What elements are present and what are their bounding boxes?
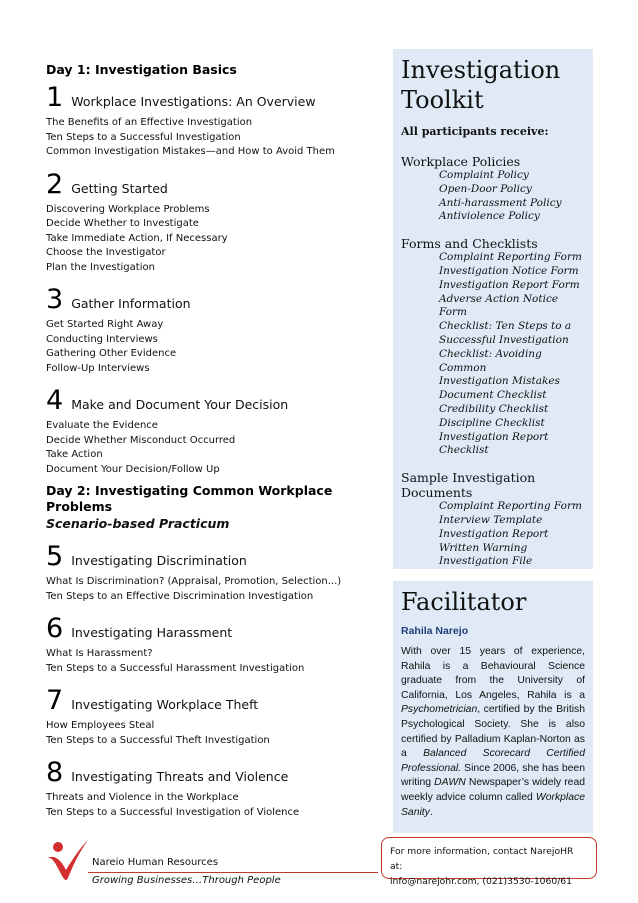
agenda-column [46, 62, 386, 820]
list-item: Investigation Report [439, 430, 549, 443]
day1-heading: Day 1: Investigation Basics [46, 62, 237, 77]
section-title: Investigating Workplace Theft [71, 697, 259, 712]
tagline: Growing Businesses…Through People [88, 872, 378, 886]
section-number: 2 [46, 168, 64, 200]
toolkit-group-title: Forms and Checklists [401, 236, 538, 252]
bio-text: With over 15 years of experience, Rahila is a Behavioural Science graduate from the University of California, Los Angeles, Rahila is a [401, 646, 585, 701]
section-header [46, 758, 386, 790]
list-item: Open-Door Policy [439, 182, 532, 195]
list-item: Get Started Right Away [46, 319, 164, 330]
day1-sections [46, 83, 386, 477]
toolkit-panel [393, 49, 593, 569]
bio-emphasis: Balanced Scorecard Certified Professional. [401, 748, 585, 774]
list-item: Discipline Checklist [439, 416, 545, 429]
agenda-section [46, 386, 386, 477]
agenda-section [46, 614, 386, 676]
section-title: Investigating Harassment [71, 625, 233, 640]
bio-text: Newspaper’s widely read weekly advice column called [401, 777, 585, 803]
list-item: Take Immediate Action, If Necessary [46, 232, 228, 244]
section-header [46, 686, 386, 718]
agenda-section [46, 542, 386, 604]
list-item: Plan the Investigation [46, 261, 155, 273]
list-item: What Is Discrimination? (Appraisal, Promotion, Selection...) [46, 576, 342, 587]
list-item: The Benefits of an Effective Investigation [46, 117, 253, 128]
section-number: 4 [46, 385, 64, 416]
section-title: Investigating Discrimination [71, 553, 247, 568]
section-header [46, 285, 386, 317]
list-item: Common Investigation Mistakes—and How to Avoid Them [46, 146, 335, 157]
section-title: Gather Information [71, 296, 191, 311]
day2-heading: Day 2: Investigating Common Workplace Problems [46, 483, 333, 514]
section-number: 5 [46, 541, 64, 572]
list-item: Threats and Violence in the Workplace [46, 792, 239, 803]
section-number: 3 [46, 284, 64, 315]
section-header [46, 386, 386, 418]
agenda-section [46, 686, 386, 748]
agenda-section [46, 758, 386, 820]
agenda-section [46, 285, 386, 376]
section-number: 1 [46, 82, 64, 113]
list-item: What Is Harassment? [46, 648, 153, 659]
list-item: Evaluate the Evidence [46, 420, 158, 431]
section-items [46, 203, 386, 276]
toolkit-group-title: Sample Investigation Documents [401, 470, 536, 501]
list-item: Credibility Checklist [439, 402, 549, 415]
bio-text: , certified by the British Psychological Society. She is also certified by Palladium Kaplan-Norton as a [401, 704, 585, 760]
bio-emphasis: DAWN [434, 777, 466, 789]
facilitator-name: Rahila Narejo [401, 625, 469, 637]
list-item: Follow-Up Interviews [46, 362, 150, 374]
list-item: Decide Whether Misconduct Occurred [46, 434, 236, 446]
list-item: Complaint Reporting Form [439, 500, 582, 513]
section-header [46, 170, 386, 202]
contact-line2: info@narejohr.com, (021)3530-1060/61 [390, 876, 572, 887]
list-item: Ten Steps to a Successful Theft Investigation [46, 734, 270, 746]
list-item: Interview Template [439, 513, 543, 526]
section-title: Make and Document Your Decision [71, 397, 289, 412]
bio-emphasis: Psychometrician [401, 704, 478, 716]
list-item: Investigation File [439, 555, 533, 568]
section-items [46, 419, 386, 477]
list-item: Investigation Mistakes [439, 375, 560, 388]
org-name: Nareio Human Resources [92, 857, 219, 868]
list-item: Conducting Interviews [46, 333, 158, 345]
facilitator-panel [393, 581, 593, 833]
toolkit-group-list [401, 500, 585, 569]
section-items [46, 318, 386, 376]
section-items [46, 791, 386, 820]
toolkit-groups [401, 154, 585, 569]
day2-subheading: Scenario-based Practicum [46, 516, 230, 531]
agenda-section [46, 83, 386, 160]
list-item: Complaint Policy [439, 169, 529, 181]
list-item: Ten Steps to an Effective Discrimination Investigation [46, 590, 314, 602]
list-item: Anti-harassment Policy [439, 196, 562, 209]
section-number: 7 [46, 685, 64, 716]
contact-line1: For more information, contact NarejoHR at: [390, 846, 574, 872]
section-items [46, 116, 386, 160]
list-item: Investigation Notice Form [439, 264, 579, 277]
list-item: Document Checklist [439, 389, 547, 402]
list-item: Ten Steps to a Successful Investigation of Violence [46, 806, 300, 818]
list-item: Checklist: Ten Steps to a [439, 320, 572, 333]
section-number: 6 [46, 613, 64, 644]
contact-box [381, 837, 597, 887]
section-header [46, 614, 386, 646]
bio-emphasis: Workplace Sanity [401, 791, 585, 818]
list-item: Adverse Action Notice Form [439, 292, 559, 319]
toolkit-group-list [401, 251, 585, 458]
toolkit-title [401, 55, 585, 115]
list-item: How Employees Steal [46, 720, 155, 731]
section-number: 8 [46, 757, 64, 788]
list-item: Written Warning [439, 541, 528, 554]
list-item: Choose the Investigator [46, 247, 166, 258]
list-item: Antiviolence Policy [439, 210, 540, 223]
bio-text: Since 2006, she has been writing [401, 762, 585, 789]
toolkit-title-line1: Investigation [401, 56, 561, 84]
section-title: Investigating Threats and Violence [71, 769, 289, 784]
section-items [46, 719, 386, 748]
section-items [46, 575, 386, 604]
section-items [46, 647, 386, 676]
section-title: Workplace Investigations: An Overview [71, 94, 316, 109]
list-item: Investigation Report [439, 527, 549, 540]
day2-sections [46, 542, 386, 820]
list-item: Gathering Other Evidence [46, 348, 177, 359]
list-item: Decide Whether to Investigate [46, 218, 199, 229]
list-item: Ten Steps to a Successful Investigation [46, 131, 241, 143]
section-header [46, 83, 386, 115]
list-item: Document Your Decision/Follow Up [46, 463, 220, 475]
agenda-section [46, 170, 386, 276]
facilitator-title: Facilitator [401, 588, 527, 616]
list-item: Successful Investigation [439, 333, 569, 346]
list-item: Ten Steps to a Successful Harassment Investigation [46, 662, 305, 674]
section-header [46, 542, 386, 574]
toolkit-group-title: Workplace Policies [401, 154, 521, 169]
toolkit-title-line2: Toolkit [401, 86, 484, 114]
toolkit-group-list [401, 169, 585, 224]
toolkit-intro: All participants receive: [401, 125, 549, 138]
facilitator-bio [401, 645, 585, 820]
list-item: Complaint Reporting Form [439, 251, 582, 264]
list-item: Checklist [439, 444, 489, 457]
list-item: Investigation Report Form [439, 278, 580, 291]
section-title: Getting Started [71, 180, 168, 196]
bio-text: . [429, 806, 433, 818]
list-item: Checklist: Avoiding Common [439, 347, 542, 374]
nareio-logo-icon [44, 838, 90, 886]
list-item: Take Action [46, 449, 103, 460]
list-item: Discovering Workplace Problems [46, 203, 210, 215]
